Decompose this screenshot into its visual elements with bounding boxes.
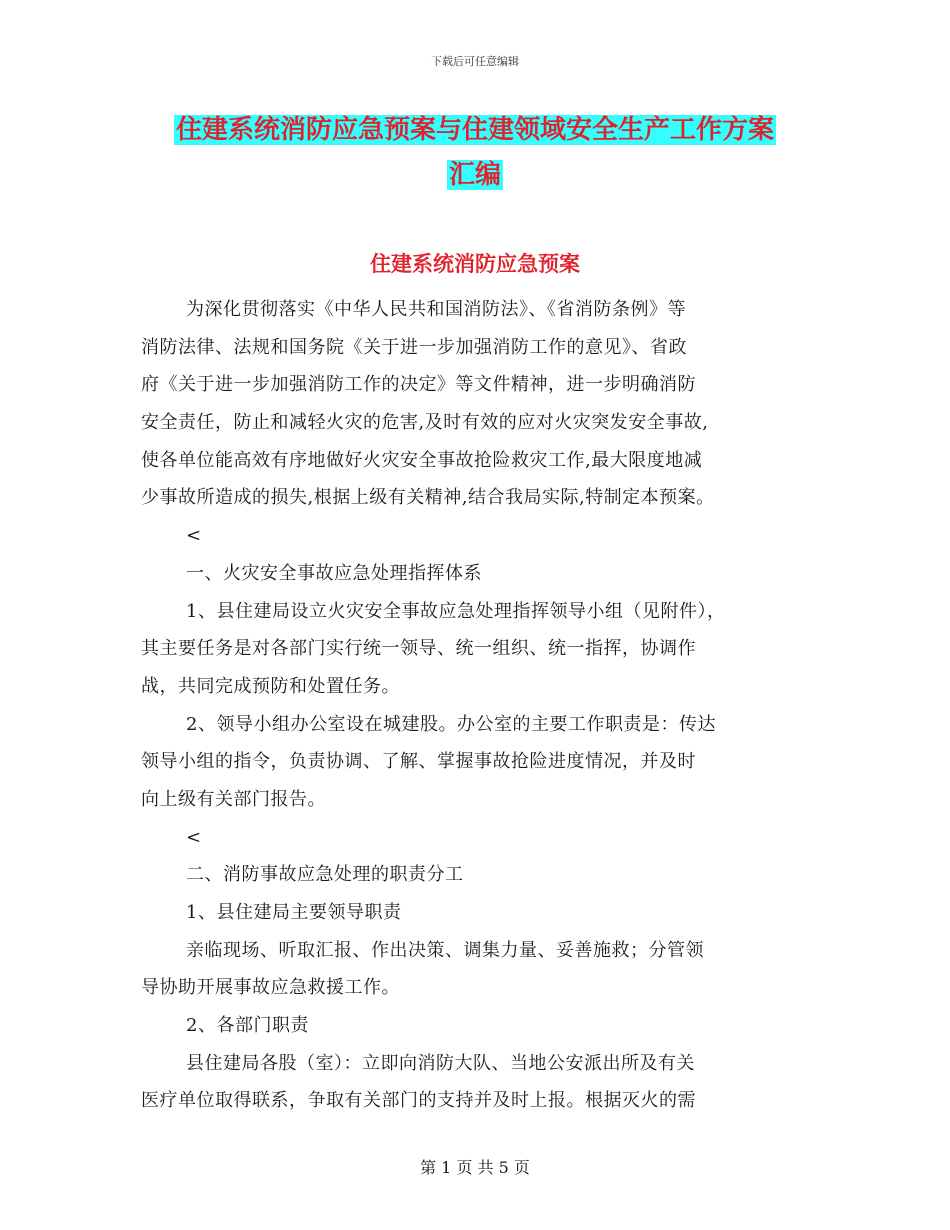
heading-line: 二、消防事故应急处理的职责分工 — [186, 864, 464, 886]
paragraph-line: < — [186, 525, 202, 547]
document-title-continued — [0, 158, 950, 192]
subheading-line: 2、各部门职责 — [186, 1015, 309, 1037]
page-number: 第 1 页 共 5 页 — [420, 1158, 530, 1177]
paragraph-line: 1、县住建局设立火灾安全事故应急处理指挥领导小组（见附件）， — [186, 600, 726, 622]
paragraph-line: < — [186, 826, 202, 848]
paragraph-line: 医疗单位取得联系，争取有关部门的支持并及时上报。根据灭火的需 — [141, 1090, 696, 1112]
document-title-line-1: 住建系统消防应急预案与住建领域安全生产工作方案 — [175, 115, 774, 145]
paragraph-line: 县住建局各股（室）：立即向消防大队、当地公安派出所及有关 — [186, 1052, 695, 1074]
paragraph-line: 其主要任务是对各部门实行统一领导、统一组织、统一指挥，协调作 — [141, 638, 696, 660]
paragraph-line: 向上级有关部门报告。 — [141, 788, 326, 810]
subheading-line: 1、县住建局主要领导职责 — [186, 902, 402, 923]
document-title-line-2: 汇编 — [448, 160, 501, 190]
paragraph-line: 少事故所造成的损失,根据上级有关精神,结合我局实际,特制定本预案。 — [141, 487, 715, 509]
document-title — [0, 113, 950, 147]
paragraph-line: 消防法律、法规和国务院《关于进一步加强消防工作的意见》、省政 — [141, 336, 687, 358]
paragraph-line: 战，共同完成预防和处置任务。 — [141, 675, 400, 697]
paragraph-line: 使各单位能高效有序地做好火灾安全事故抢险救灾工作,最大限度地减 — [141, 449, 703, 471]
paragraph-line: 府《关于进一步加强消防工作的决定》等文件精神，进一步明确消防 — [141, 374, 696, 396]
document-body — [141, 291, 821, 1120]
paragraph-line: 2、领导小组办公室设在城建股。办公室的主要工作职责是：传达 — [186, 713, 716, 735]
section-title: 住建系统消防应急预案 — [370, 252, 580, 276]
paragraph-line: 为深化贯彻落实《中华人民共和国消防法》、《省消防条例》等 — [186, 299, 686, 320]
paragraph-line: 亲临现场、听取汇报、作出决策、调集力量、妥善施救；分管领 — [186, 939, 704, 961]
heading-line: 一、火灾安全事故应急处理指挥体系 — [186, 562, 482, 584]
paragraph-line: 导协助开展事故应急救援工作。 — [141, 977, 400, 999]
paragraph-line: 安全责任，防止和减轻火灾的危害,及时有效的应对火灾突发安全事故, — [141, 412, 709, 434]
paragraph-line: 领导小组的指令，负责协调、了解、掌握事故抢险进度情况，并及时 — [141, 751, 696, 773]
page-header-note: 下载后可任意编辑 — [431, 55, 519, 68]
